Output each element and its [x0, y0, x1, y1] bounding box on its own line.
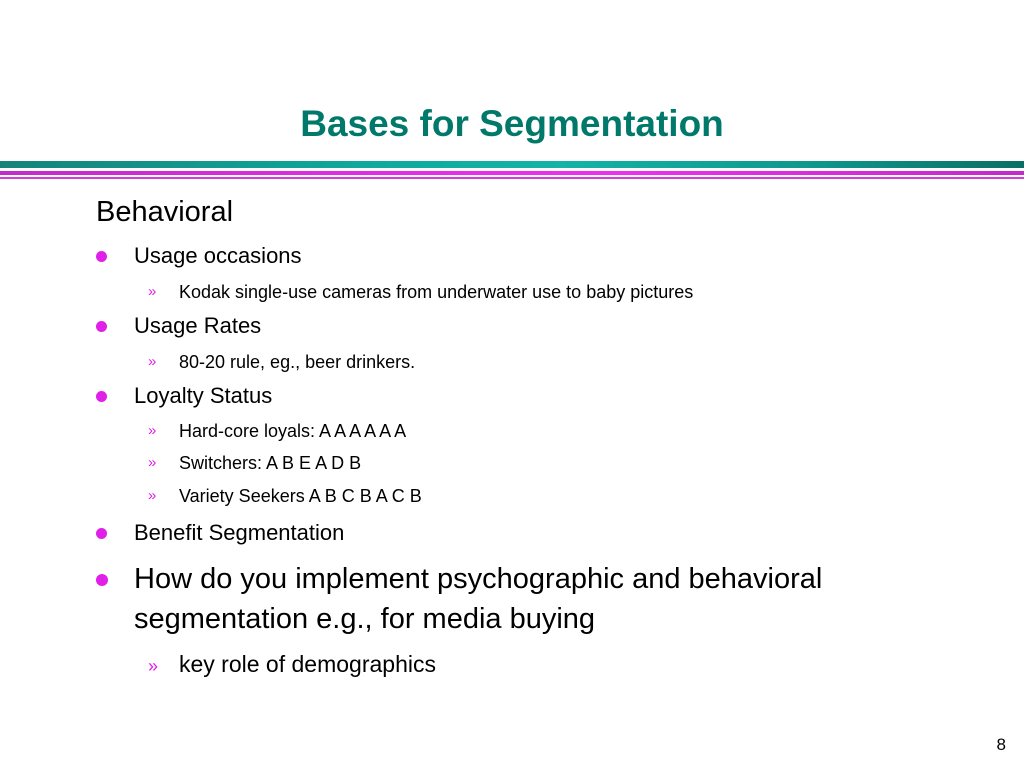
section-heading: Behavioral	[96, 196, 234, 228]
bullet-text: Benefit Segmentation	[134, 520, 345, 545]
bullet-text: Usage occasions	[134, 243, 302, 268]
sub-bullet-text: Variety Seekers A B C B A C B	[179, 486, 422, 506]
bullet-dot-icon	[96, 528, 107, 539]
bullet-dot-icon	[96, 391, 107, 402]
bullet-dot-icon	[96, 251, 107, 262]
slide-title: Bases for Segmentation	[300, 103, 724, 144]
sub-bullet-text: Hard-core loyals: A A A A A A	[179, 421, 407, 441]
bullet-text: Loyalty Status	[134, 383, 273, 408]
sub-bullet-chevron-icon: »	[148, 422, 157, 439]
sub-bullet-chevron-icon: »	[148, 656, 159, 676]
sub-bullet-text: key role of demographics	[179, 651, 436, 677]
sub-bullet-text: 80-20 rule, eg., beer drinkers.	[179, 352, 416, 372]
sub-bullet-chevron-icon: »	[148, 283, 157, 300]
sub-bullet-text: Kodak single-use cameras from underwater use to baby pictures	[179, 282, 694, 302]
sub-bullet-text: Switchers: A B E A D B	[179, 453, 362, 473]
sub-bullet-chevron-icon: »	[148, 487, 157, 504]
bullet-text: How do you implement psychographic and behavioral segmentation e.g., for media buying	[134, 563, 823, 635]
page-number: 8	[996, 735, 1006, 754]
bullet-text: Usage Rates	[134, 313, 262, 338]
sub-bullet-chevron-icon: »	[148, 353, 157, 370]
bullet-dot-icon	[96, 574, 108, 586]
bullet-dot-icon	[96, 321, 107, 332]
sub-bullet-chevron-icon: »	[148, 454, 157, 471]
